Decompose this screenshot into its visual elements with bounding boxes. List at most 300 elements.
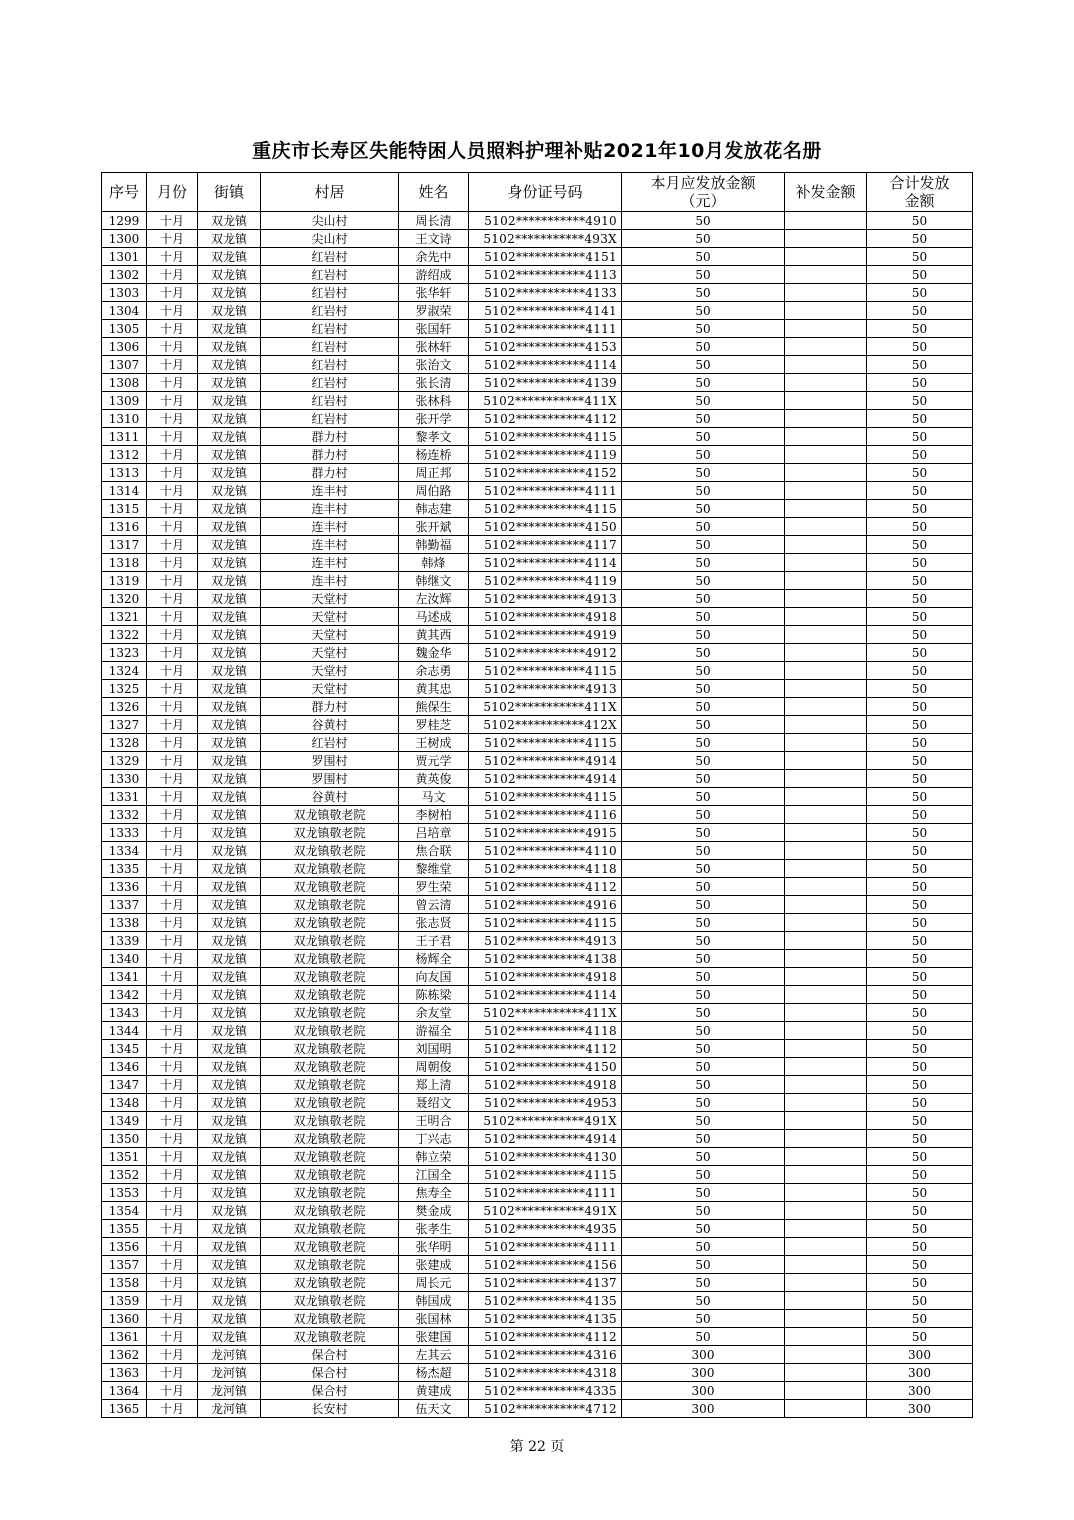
cell-amount-due: 50 bbox=[622, 734, 785, 752]
cell-id-number: 5102***********4110 bbox=[469, 842, 622, 860]
cell-index: 1339 bbox=[102, 932, 147, 950]
cell-town: 双龙镇 bbox=[198, 374, 261, 392]
cell-supplement bbox=[785, 914, 867, 932]
cell-month: 十月 bbox=[147, 788, 198, 806]
cell-village: 双龙镇敬老院 bbox=[261, 950, 399, 968]
cell-id-number: 5102***********4130 bbox=[469, 1148, 622, 1166]
cell-village: 天堂村 bbox=[261, 608, 399, 626]
cell-amount-due: 50 bbox=[622, 932, 785, 950]
cell-amount-due: 50 bbox=[622, 1238, 785, 1256]
cell-amount-due: 50 bbox=[622, 590, 785, 608]
cell-supplement bbox=[785, 446, 867, 464]
cell-month: 十月 bbox=[147, 284, 198, 302]
cell-index: 1334 bbox=[102, 842, 147, 860]
cell-id-number: 5102***********4914 bbox=[469, 752, 622, 770]
cell-name: 王子君 bbox=[399, 932, 469, 950]
cell-name: 陈栋梁 bbox=[399, 986, 469, 1004]
cell-village: 双龙镇敬老院 bbox=[261, 1022, 399, 1040]
cell-supplement bbox=[785, 770, 867, 788]
cell-index: 1329 bbox=[102, 752, 147, 770]
cell-village: 双龙镇敬老院 bbox=[261, 1166, 399, 1184]
cell-id-number: 5102***********4115 bbox=[469, 734, 622, 752]
cell-total: 50 bbox=[867, 572, 973, 590]
cell-id-number: 5102***********4953 bbox=[469, 1094, 622, 1112]
cell-amount-due: 50 bbox=[622, 752, 785, 770]
cell-total: 50 bbox=[867, 608, 973, 626]
table-row bbox=[102, 266, 973, 284]
cell-month: 十月 bbox=[147, 500, 198, 518]
cell-name: 张华明 bbox=[399, 1238, 469, 1256]
cell-total: 50 bbox=[867, 536, 973, 554]
cell-total: 50 bbox=[867, 1076, 973, 1094]
cell-id-number: 5102***********4115 bbox=[469, 914, 622, 932]
roster-table bbox=[101, 172, 973, 1418]
cell-index: 1328 bbox=[102, 734, 147, 752]
cell-supplement bbox=[785, 374, 867, 392]
cell-village: 双龙镇敬老院 bbox=[261, 1184, 399, 1202]
cell-supplement bbox=[785, 1274, 867, 1292]
cell-village: 红岩村 bbox=[261, 302, 399, 320]
table-row bbox=[102, 806, 973, 824]
cell-index: 1300 bbox=[102, 230, 147, 248]
cell-amount-due: 50 bbox=[622, 230, 785, 248]
cell-town: 双龙镇 bbox=[198, 968, 261, 986]
cell-town: 双龙镇 bbox=[198, 1310, 261, 1328]
cell-supplement bbox=[785, 1040, 867, 1058]
cell-id-number: 5102***********4918 bbox=[469, 1076, 622, 1094]
table-row bbox=[102, 464, 973, 482]
cell-amount-due: 50 bbox=[622, 1076, 785, 1094]
cell-supplement bbox=[785, 1112, 867, 1130]
cell-index: 1338 bbox=[102, 914, 147, 932]
cell-total: 50 bbox=[867, 428, 973, 446]
cell-total: 50 bbox=[867, 1310, 973, 1328]
table-row bbox=[102, 1220, 973, 1238]
cell-supplement bbox=[785, 896, 867, 914]
cell-village: 双龙镇敬老院 bbox=[261, 1094, 399, 1112]
cell-total: 50 bbox=[867, 266, 973, 284]
cell-total: 50 bbox=[867, 806, 973, 824]
cell-supplement bbox=[785, 824, 867, 842]
cell-town: 双龙镇 bbox=[198, 878, 261, 896]
cell-id-number: 5102***********4156 bbox=[469, 1256, 622, 1274]
table-row bbox=[102, 536, 973, 554]
cell-index: 1336 bbox=[102, 878, 147, 896]
cell-amount-due: 50 bbox=[622, 608, 785, 626]
cell-name: 周长清 bbox=[399, 212, 469, 230]
table-row bbox=[102, 1148, 973, 1166]
table-row bbox=[102, 446, 973, 464]
cell-month: 十月 bbox=[147, 374, 198, 392]
cell-village: 双龙镇敬老院 bbox=[261, 1310, 399, 1328]
cell-id-number: 5102***********4112 bbox=[469, 410, 622, 428]
cell-index: 1350 bbox=[102, 1130, 147, 1148]
cell-supplement bbox=[785, 644, 867, 662]
cell-id-number: 5102***********412X bbox=[469, 716, 622, 734]
table-row bbox=[102, 662, 973, 680]
table-row bbox=[102, 410, 973, 428]
cell-name: 江国全 bbox=[399, 1166, 469, 1184]
cell-name: 黎孝文 bbox=[399, 428, 469, 446]
table-row bbox=[102, 302, 973, 320]
cell-id-number: 5102***********4914 bbox=[469, 1130, 622, 1148]
cell-total: 50 bbox=[867, 986, 973, 1004]
cell-village: 红岩村 bbox=[261, 338, 399, 356]
cell-index: 1313 bbox=[102, 464, 147, 482]
cell-supplement bbox=[785, 536, 867, 554]
cell-village: 双龙镇敬老院 bbox=[261, 896, 399, 914]
table-row bbox=[102, 572, 973, 590]
cell-town: 双龙镇 bbox=[198, 1058, 261, 1076]
cell-total: 50 bbox=[867, 1220, 973, 1238]
cell-id-number: 5102***********4112 bbox=[469, 1328, 622, 1346]
cell-total: 50 bbox=[867, 356, 973, 374]
cell-name: 周正邦 bbox=[399, 464, 469, 482]
cell-id-number: 5102***********4153 bbox=[469, 338, 622, 356]
cell-index: 1323 bbox=[102, 644, 147, 662]
cell-name: 张志贤 bbox=[399, 914, 469, 932]
cell-village: 连丰村 bbox=[261, 572, 399, 590]
cell-town: 双龙镇 bbox=[198, 752, 261, 770]
table-row bbox=[102, 1274, 973, 1292]
cell-id-number: 5102***********4133 bbox=[469, 284, 622, 302]
cell-month: 十月 bbox=[147, 428, 198, 446]
cell-supplement bbox=[785, 356, 867, 374]
table-row bbox=[102, 338, 973, 356]
cell-town: 双龙镇 bbox=[198, 1256, 261, 1274]
cell-amount-due: 50 bbox=[622, 878, 785, 896]
cell-amount-due: 50 bbox=[622, 662, 785, 680]
cell-name: 韩立荣 bbox=[399, 1148, 469, 1166]
cell-index: 1325 bbox=[102, 680, 147, 698]
col-header-amount-due: 本月应发放金额（元） bbox=[622, 173, 785, 212]
cell-village: 双龙镇敬老院 bbox=[261, 1256, 399, 1274]
cell-name: 韩继文 bbox=[399, 572, 469, 590]
cell-index: 1306 bbox=[102, 338, 147, 356]
cell-town: 双龙镇 bbox=[198, 248, 261, 266]
cell-town: 龙河镇 bbox=[198, 1400, 261, 1418]
cell-town: 双龙镇 bbox=[198, 1148, 261, 1166]
cell-supplement bbox=[785, 1076, 867, 1094]
cell-amount-due: 50 bbox=[622, 1256, 785, 1274]
cell-id-number: 5102***********4112 bbox=[469, 1040, 622, 1058]
cell-id-number: 5102***********4910 bbox=[469, 212, 622, 230]
cell-supplement bbox=[785, 932, 867, 950]
cell-index: 1355 bbox=[102, 1220, 147, 1238]
cell-amount-due: 50 bbox=[622, 1184, 785, 1202]
table-row bbox=[102, 644, 973, 662]
cell-name: 罗淑荣 bbox=[399, 302, 469, 320]
table-row bbox=[102, 500, 973, 518]
cell-index: 1308 bbox=[102, 374, 147, 392]
cell-amount-due: 50 bbox=[622, 680, 785, 698]
cell-name: 黄其忠 bbox=[399, 680, 469, 698]
cell-town: 双龙镇 bbox=[198, 842, 261, 860]
cell-town: 双龙镇 bbox=[198, 608, 261, 626]
cell-town: 双龙镇 bbox=[198, 266, 261, 284]
cell-village: 红岩村 bbox=[261, 356, 399, 374]
cell-index: 1315 bbox=[102, 500, 147, 518]
cell-amount-due: 50 bbox=[622, 392, 785, 410]
cell-total: 50 bbox=[867, 860, 973, 878]
cell-id-number: 5102***********4914 bbox=[469, 770, 622, 788]
cell-total: 300 bbox=[867, 1400, 973, 1418]
cell-amount-due: 50 bbox=[622, 842, 785, 860]
cell-id-number: 5102***********4919 bbox=[469, 626, 622, 644]
cell-name: 张开斌 bbox=[399, 518, 469, 536]
cell-name: 聂绍文 bbox=[399, 1094, 469, 1112]
cell-month: 十月 bbox=[147, 986, 198, 1004]
cell-village: 红岩村 bbox=[261, 320, 399, 338]
cell-total: 50 bbox=[867, 1022, 973, 1040]
cell-index: 1352 bbox=[102, 1166, 147, 1184]
cell-supplement bbox=[785, 1292, 867, 1310]
cell-name: 韩勤福 bbox=[399, 536, 469, 554]
cell-amount-due: 50 bbox=[622, 212, 785, 230]
cell-month: 十月 bbox=[147, 644, 198, 662]
cell-village: 谷黄村 bbox=[261, 716, 399, 734]
cell-name: 左汝辉 bbox=[399, 590, 469, 608]
cell-name: 郑上清 bbox=[399, 1076, 469, 1094]
cell-amount-due: 50 bbox=[622, 1292, 785, 1310]
cell-month: 十月 bbox=[147, 320, 198, 338]
cell-total: 50 bbox=[867, 1256, 973, 1274]
cell-village: 双龙镇敬老院 bbox=[261, 824, 399, 842]
cell-total: 50 bbox=[867, 1148, 973, 1166]
cell-village: 双龙镇敬老院 bbox=[261, 968, 399, 986]
cell-id-number: 5102***********4915 bbox=[469, 824, 622, 842]
cell-month: 十月 bbox=[147, 230, 198, 248]
cell-id-number: 5102***********4114 bbox=[469, 986, 622, 1004]
cell-name: 李树柏 bbox=[399, 806, 469, 824]
cell-id-number: 5102***********4935 bbox=[469, 1220, 622, 1238]
cell-supplement bbox=[785, 1166, 867, 1184]
table-row bbox=[102, 752, 973, 770]
cell-name: 吕培章 bbox=[399, 824, 469, 842]
cell-id-number: 5102***********411X bbox=[469, 1004, 622, 1022]
cell-village: 双龙镇敬老院 bbox=[261, 1202, 399, 1220]
cell-village: 红岩村 bbox=[261, 392, 399, 410]
cell-supplement bbox=[785, 1004, 867, 1022]
table-row bbox=[102, 986, 973, 1004]
cell-supplement bbox=[785, 500, 867, 518]
cell-supplement bbox=[785, 680, 867, 698]
cell-month: 十月 bbox=[147, 806, 198, 824]
cell-town: 双龙镇 bbox=[198, 446, 261, 464]
cell-index: 1324 bbox=[102, 662, 147, 680]
cell-supplement bbox=[785, 518, 867, 536]
cell-village: 连丰村 bbox=[261, 518, 399, 536]
cell-month: 十月 bbox=[147, 446, 198, 464]
cell-name: 马文 bbox=[399, 788, 469, 806]
cell-amount-due: 50 bbox=[622, 1112, 785, 1130]
cell-total: 50 bbox=[867, 842, 973, 860]
cell-total: 50 bbox=[867, 392, 973, 410]
cell-amount-due: 50 bbox=[622, 320, 785, 338]
cell-id-number: 5102***********4141 bbox=[469, 302, 622, 320]
cell-id-number: 5102***********4916 bbox=[469, 896, 622, 914]
table-row bbox=[102, 1040, 973, 1058]
cell-town: 双龙镇 bbox=[198, 932, 261, 950]
cell-town: 双龙镇 bbox=[198, 212, 261, 230]
cell-index: 1312 bbox=[102, 446, 147, 464]
cell-month: 十月 bbox=[147, 734, 198, 752]
cell-id-number: 5102***********4117 bbox=[469, 536, 622, 554]
cell-amount-due: 50 bbox=[622, 1022, 785, 1040]
cell-index: 1318 bbox=[102, 554, 147, 572]
cell-id-number: 5102***********4119 bbox=[469, 572, 622, 590]
cell-name: 焦合联 bbox=[399, 842, 469, 860]
cell-index: 1349 bbox=[102, 1112, 147, 1130]
cell-name: 马述成 bbox=[399, 608, 469, 626]
table-row bbox=[102, 392, 973, 410]
cell-name: 丁兴志 bbox=[399, 1130, 469, 1148]
cell-index: 1347 bbox=[102, 1076, 147, 1094]
cell-id-number: 5102***********4114 bbox=[469, 554, 622, 572]
cell-amount-due: 50 bbox=[622, 302, 785, 320]
cell-amount-due: 50 bbox=[622, 896, 785, 914]
cell-total: 50 bbox=[867, 1094, 973, 1112]
col-header-town: 街镇 bbox=[198, 173, 261, 212]
cell-amount-due: 50 bbox=[622, 1274, 785, 1292]
cell-town: 双龙镇 bbox=[198, 806, 261, 824]
cell-total: 50 bbox=[867, 698, 973, 716]
table-row bbox=[102, 1292, 973, 1310]
cell-total: 50 bbox=[867, 1058, 973, 1076]
table-row bbox=[102, 1130, 973, 1148]
cell-id-number: 5102***********4139 bbox=[469, 374, 622, 392]
cell-total: 50 bbox=[867, 716, 973, 734]
cell-total: 50 bbox=[867, 212, 973, 230]
cell-village: 红岩村 bbox=[261, 248, 399, 266]
cell-total: 50 bbox=[867, 410, 973, 428]
cell-amount-due: 50 bbox=[622, 446, 785, 464]
table-row bbox=[102, 878, 973, 896]
table-row bbox=[102, 626, 973, 644]
cell-name: 张治文 bbox=[399, 356, 469, 374]
cell-village: 双龙镇敬老院 bbox=[261, 1328, 399, 1346]
cell-total: 50 bbox=[867, 482, 973, 500]
cell-supplement bbox=[785, 554, 867, 572]
cell-id-number: 5102***********4151 bbox=[469, 248, 622, 266]
cell-supplement bbox=[785, 806, 867, 824]
cell-town: 双龙镇 bbox=[198, 716, 261, 734]
cell-town: 龙河镇 bbox=[198, 1346, 261, 1364]
table-row bbox=[102, 230, 973, 248]
table-row bbox=[102, 320, 973, 338]
cell-month: 十月 bbox=[147, 1076, 198, 1094]
cell-month: 十月 bbox=[147, 968, 198, 986]
cell-town: 双龙镇 bbox=[198, 1184, 261, 1202]
cell-id-number: 5102***********4115 bbox=[469, 1166, 622, 1184]
cell-index: 1305 bbox=[102, 320, 147, 338]
cell-supplement bbox=[785, 1184, 867, 1202]
cell-month: 十月 bbox=[147, 770, 198, 788]
cell-amount-due: 50 bbox=[622, 284, 785, 302]
cell-name: 张林轩 bbox=[399, 338, 469, 356]
cell-town: 双龙镇 bbox=[198, 536, 261, 554]
cell-village: 群力村 bbox=[261, 446, 399, 464]
table-row bbox=[102, 896, 973, 914]
cell-total: 50 bbox=[867, 1292, 973, 1310]
cell-index: 1354 bbox=[102, 1202, 147, 1220]
cell-amount-due: 50 bbox=[622, 536, 785, 554]
cell-town: 双龙镇 bbox=[198, 500, 261, 518]
cell-index: 1302 bbox=[102, 266, 147, 284]
cell-village: 罗围村 bbox=[261, 770, 399, 788]
cell-village: 天堂村 bbox=[261, 590, 399, 608]
cell-amount-due: 50 bbox=[622, 770, 785, 788]
cell-supplement bbox=[785, 1382, 867, 1400]
cell-total: 300 bbox=[867, 1346, 973, 1364]
cell-village: 长安村 bbox=[261, 1400, 399, 1418]
cell-supplement bbox=[785, 572, 867, 590]
table-row bbox=[102, 1382, 973, 1400]
cell-amount-due: 50 bbox=[622, 482, 785, 500]
cell-supplement bbox=[785, 842, 867, 860]
cell-month: 十月 bbox=[147, 1400, 198, 1418]
cell-supplement bbox=[785, 716, 867, 734]
col-header-id-number: 身份证号码 bbox=[469, 173, 622, 212]
cell-village: 群力村 bbox=[261, 464, 399, 482]
cell-total: 50 bbox=[867, 500, 973, 518]
cell-town: 双龙镇 bbox=[198, 356, 261, 374]
cell-village: 双龙镇敬老院 bbox=[261, 860, 399, 878]
cell-month: 十月 bbox=[147, 536, 198, 554]
cell-town: 双龙镇 bbox=[198, 1094, 261, 1112]
cell-village: 双龙镇敬老院 bbox=[261, 842, 399, 860]
cell-month: 十月 bbox=[147, 824, 198, 842]
cell-index: 1310 bbox=[102, 410, 147, 428]
cell-town: 双龙镇 bbox=[198, 1022, 261, 1040]
cell-id-number: 5102***********4913 bbox=[469, 590, 622, 608]
table-row bbox=[102, 428, 973, 446]
cell-month: 十月 bbox=[147, 1346, 198, 1364]
cell-town: 双龙镇 bbox=[198, 338, 261, 356]
cell-index: 1356 bbox=[102, 1238, 147, 1256]
cell-index: 1320 bbox=[102, 590, 147, 608]
col-header-month: 月份 bbox=[147, 173, 198, 212]
cell-supplement bbox=[785, 860, 867, 878]
cell-supplement bbox=[785, 1058, 867, 1076]
cell-village: 双龙镇敬老院 bbox=[261, 1292, 399, 1310]
cell-month: 十月 bbox=[147, 896, 198, 914]
cell-amount-due: 300 bbox=[622, 1364, 785, 1382]
col-header-index: 序号 bbox=[102, 173, 147, 212]
cell-name: 罗生荣 bbox=[399, 878, 469, 896]
cell-name: 黄建成 bbox=[399, 1382, 469, 1400]
table-row bbox=[102, 950, 973, 968]
cell-town: 双龙镇 bbox=[198, 824, 261, 842]
cell-index: 1345 bbox=[102, 1040, 147, 1058]
cell-month: 十月 bbox=[147, 950, 198, 968]
cell-town: 双龙镇 bbox=[198, 428, 261, 446]
cell-index: 1353 bbox=[102, 1184, 147, 1202]
cell-name: 王文诗 bbox=[399, 230, 469, 248]
cell-month: 十月 bbox=[147, 1328, 198, 1346]
cell-month: 十月 bbox=[147, 1094, 198, 1112]
cell-village: 红岩村 bbox=[261, 266, 399, 284]
cell-index: 1301 bbox=[102, 248, 147, 266]
cell-month: 十月 bbox=[147, 1022, 198, 1040]
cell-index: 1364 bbox=[102, 1382, 147, 1400]
cell-index: 1303 bbox=[102, 284, 147, 302]
cell-index: 1342 bbox=[102, 986, 147, 1004]
cell-amount-due: 50 bbox=[622, 1148, 785, 1166]
table-row bbox=[102, 1094, 973, 1112]
cell-id-number: 5102***********4115 bbox=[469, 662, 622, 680]
cell-supplement bbox=[785, 788, 867, 806]
